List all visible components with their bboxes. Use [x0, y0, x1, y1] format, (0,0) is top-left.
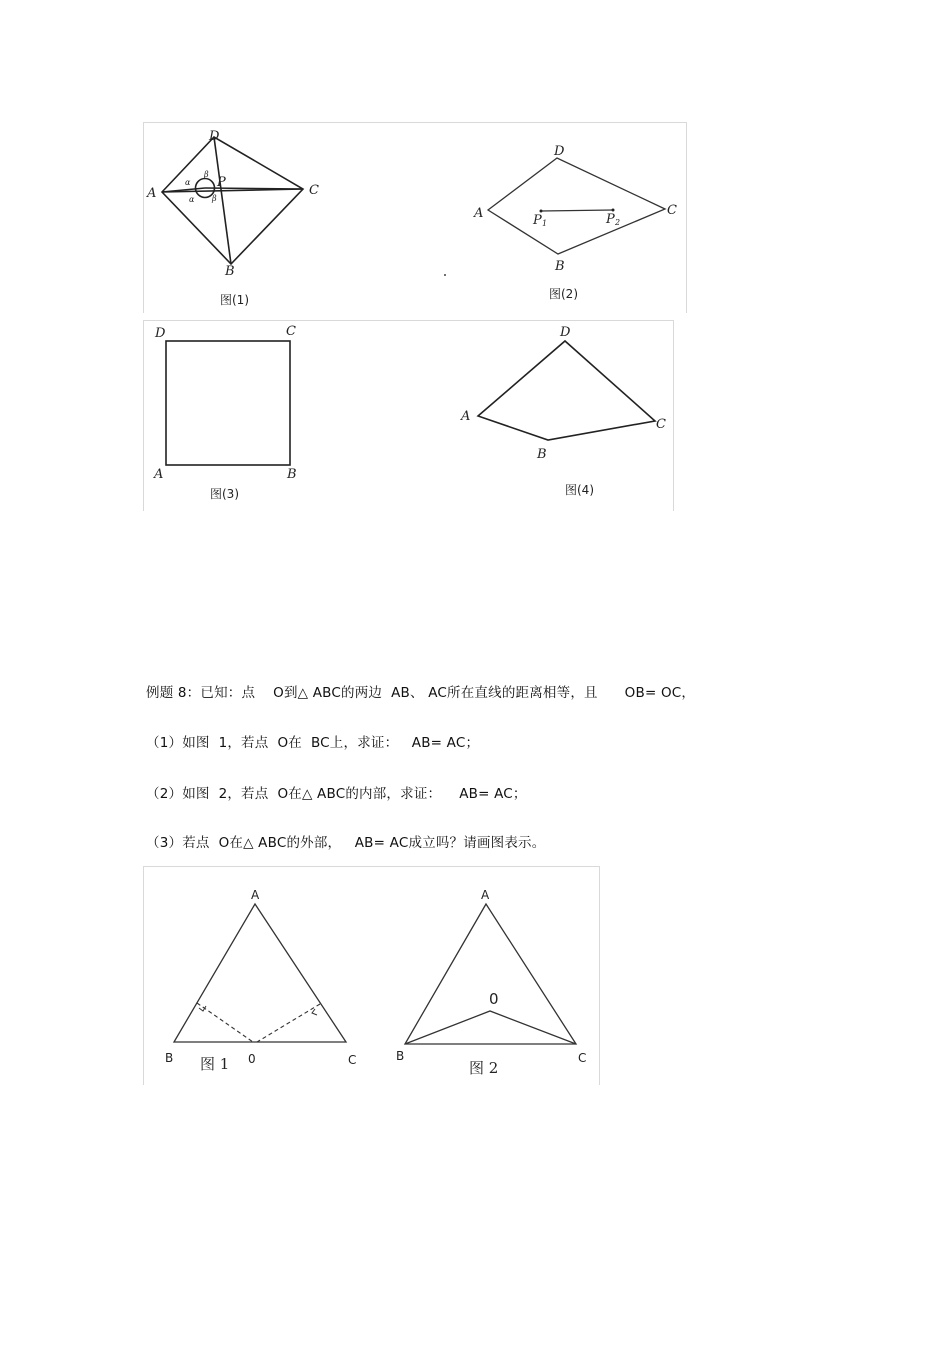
problem-part-1: （1）如图 1，若点 O在 BC上，求证： AB= AC；	[146, 735, 480, 751]
fig2-caption: 图(2)	[549, 287, 578, 301]
bottom-fig1-label-o: 0	[248, 1052, 256, 1066]
fig3-label-a: A	[154, 467, 164, 482]
fig1-label-c: C	[309, 183, 319, 198]
figure-bottom-2-triangle-o-inside	[373, 866, 598, 1086]
bottom-fig2-label-b: B	[396, 1049, 405, 1063]
bottom-fig1-caption: 图 1	[200, 1055, 230, 1073]
fig3-label-c: C	[286, 324, 296, 339]
figure-2-kite-with-segment	[420, 122, 685, 312]
fig1-alpha-top: α	[185, 178, 191, 187]
problem-part-3: （3）若点 O在△ ABC的外部， AB= AC成立吗？请画图表示。	[146, 835, 546, 851]
bottom-fig2-label-o: 0	[489, 990, 499, 1008]
bottom-fig1-label-a: A	[251, 888, 260, 902]
fig1-label-p: P	[217, 175, 226, 190]
fig1-beta-top: β	[204, 170, 209, 179]
fig2-label-p2: P	[606, 212, 615, 227]
figure-4-quadrilateral	[420, 320, 685, 512]
fig2-label-b: B	[555, 259, 565, 274]
fig2-label-p1: P	[533, 213, 542, 228]
fig4-label-b: B	[537, 447, 547, 462]
fig1-beta-bottom: β	[212, 194, 217, 203]
figure-3-square	[143, 320, 423, 512]
fig1-caption: 图(1)	[220, 293, 249, 307]
fig3-caption: 图(3)	[210, 487, 239, 501]
bottom-fig1-label-b: B	[165, 1051, 174, 1065]
problem-statement: 例题 8：已知：点 O到△ ABC的两边 AB、 AC所在直线的距离相等，且 OB= OC，	[146, 685, 696, 701]
fig4-label-a: A	[461, 409, 471, 424]
bottom-fig2-caption: 图 2	[469, 1059, 499, 1077]
figure-bottom-1-triangle-o-on-bc	[143, 866, 373, 1086]
fig2-label-d: D	[554, 144, 565, 159]
fig1-label-a: A	[147, 186, 157, 201]
fig1-label-b: B	[225, 264, 235, 279]
fig2-label-a: A	[474, 206, 484, 221]
bottom-fig2-label-c: C	[578, 1051, 587, 1065]
fig1-label-d: D	[209, 129, 220, 144]
problem-part-2: （2）如图 2，若点 O在△ ABC的内部，求证： AB= AC；	[146, 786, 527, 802]
fig3-label-b: B	[287, 467, 297, 482]
fig2-label-p1-sub: 1	[542, 219, 548, 228]
figure-1-kite-with-point-p	[143, 122, 423, 314]
bottom-fig2-label-a: A	[481, 888, 490, 902]
fig4-label-c: C	[656, 417, 666, 432]
fig3-label-d: D	[155, 326, 166, 341]
bottom-fig1-label-c: C	[348, 1053, 357, 1067]
fig2-label-p2-sub: 2	[615, 218, 621, 227]
fig4-caption: 图(4)	[565, 483, 594, 497]
fig4-label-d: D	[560, 325, 571, 340]
fig1-alpha-bottom: α	[189, 195, 195, 204]
fig2-label-c: C	[667, 203, 677, 218]
